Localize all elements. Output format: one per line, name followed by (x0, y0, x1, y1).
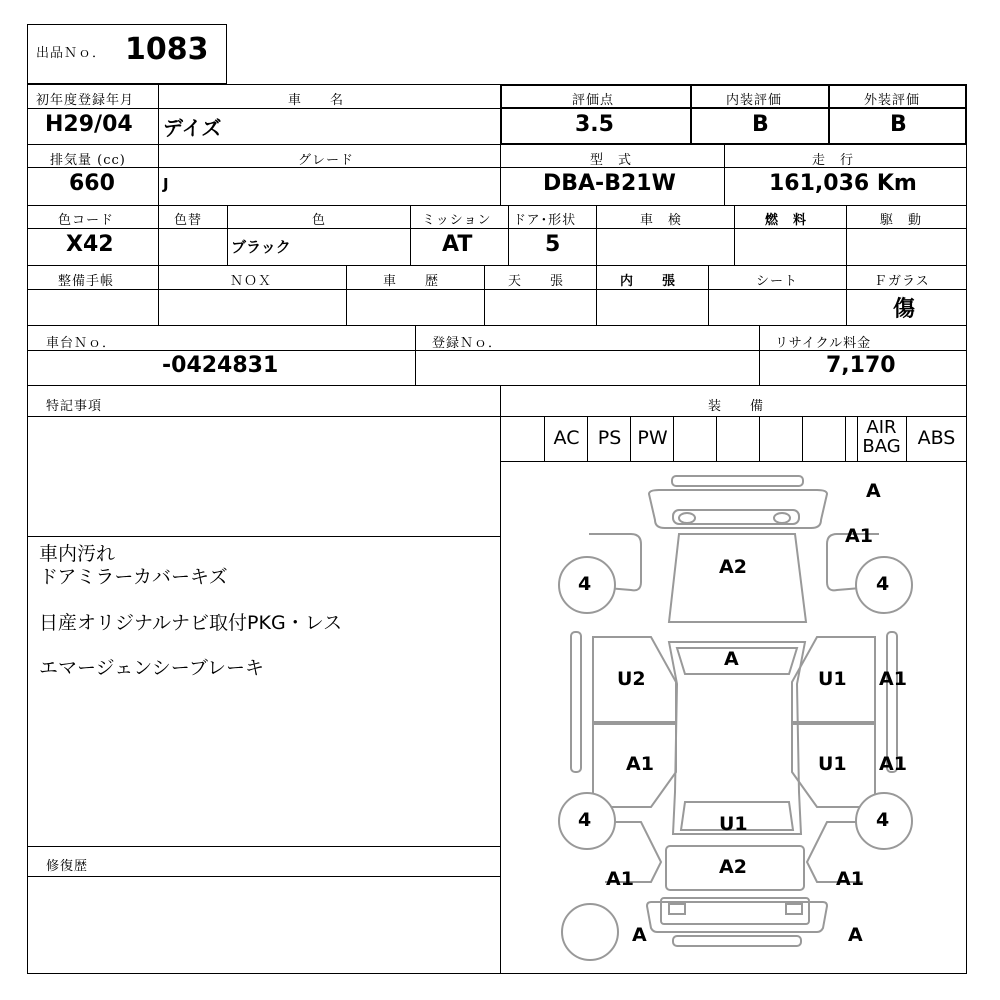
interior-rating-value: B (752, 112, 769, 137)
damage-hood: A2 (719, 556, 747, 578)
car-name-label: 車 名 (288, 93, 345, 108)
damage-left-quarter: A1 (606, 868, 634, 890)
grade-value: J (163, 175, 169, 193)
displacement-value: 660 (69, 171, 115, 196)
damage-front: A (866, 480, 881, 502)
doors-label: ドア･形状 (513, 213, 577, 228)
note-line: 日産オリジナルナビ取付PKG・レス (39, 612, 343, 634)
damage-roof-front: A (724, 648, 739, 670)
lot-number: 1083 (125, 32, 209, 67)
lot-number-label: 出品Ｎｏ． (36, 46, 107, 61)
rear-bumper-outline (647, 902, 827, 932)
sunroof-label: 天 張 (508, 274, 565, 289)
damage-right-front-side: A1 (879, 668, 907, 690)
damage-roof-rear: U1 (719, 813, 748, 835)
recycle-fee-label: リサイクル料金 (775, 336, 872, 351)
mileage-value: 161,036 Km (769, 171, 917, 196)
first-registration-label: 初年度登録年月 (36, 93, 135, 108)
hood-outline (669, 534, 806, 622)
transmission-value: AT (442, 232, 473, 257)
note-line: ドアミラーカバーキズ (39, 566, 228, 588)
equipment-ps: PS (597, 427, 622, 449)
equipment-abs: ABS (917, 427, 956, 449)
registration-number-label: 登録Ｎｏ． (432, 336, 503, 351)
equipment-pw: PW (637, 427, 668, 449)
equipment-airbag: AIR BAG (862, 417, 901, 457)
damage-right-quarter: A1 (836, 868, 864, 890)
front-glass-value: 傷 (893, 297, 916, 322)
repaint-label: 色替 (174, 213, 203, 228)
nox-label: ＮＯＸ (230, 274, 273, 289)
grade-label: グレード (298, 153, 355, 168)
damage-left-rear-door: A1 (626, 753, 654, 775)
service-book-label: 整備手帳 (58, 274, 115, 289)
tire-rating-rear-right: 4 (876, 809, 890, 831)
repair-history-label: 修復歴 (46, 859, 89, 874)
model-label: 型 式 (590, 153, 633, 168)
inspection-label: 車 検 (640, 213, 683, 228)
damage-right-front-door: U1 (818, 668, 847, 690)
color-value: ブラック (231, 238, 291, 256)
roof-outline (669, 642, 805, 834)
color-label: 色 (312, 213, 327, 228)
model-value: DBA-B21W (543, 171, 676, 196)
fuel-label: 燃 料 (765, 213, 808, 228)
tire-rating-front-right: 4 (876, 573, 890, 595)
transmission-label: ミッション (422, 213, 492, 228)
damage-rear-left: A (632, 924, 647, 946)
upholstery-label: 内 張 (620, 274, 677, 289)
color-code-label: 色コード (58, 213, 115, 228)
displacement-label: 排気量 (cc) (50, 153, 126, 168)
car-name-value: デイズ (163, 116, 222, 140)
score-value: 3.5 (575, 112, 614, 137)
exterior-rating-label: 外装評価 (864, 93, 921, 108)
doors-value: 5 (545, 232, 561, 257)
damage-right-rear-door: U1 (818, 753, 847, 775)
chassis-number-value: -0424831 (162, 353, 279, 378)
equipment-label: 装 備 (708, 399, 765, 414)
damage-rear-right: A (848, 924, 863, 946)
seat-label: シート (756, 274, 799, 289)
score-label: 評価点 (572, 93, 615, 108)
damage-front-right-fender: A1 (845, 525, 873, 547)
damage-left-front-door: U2 (617, 668, 646, 690)
notes-label: 特記事項 (46, 399, 103, 414)
tire-rating-front-left: 4 (578, 573, 592, 595)
chassis-number-label: 車台Ｎｏ． (46, 336, 117, 351)
drive-label: 駆 動 (880, 213, 923, 228)
color-code-value: X42 (66, 232, 114, 257)
mileage-label: 走 行 (812, 153, 855, 168)
front-glass-label: Ｆガラス (874, 274, 930, 289)
note-line: エマージェンシーブレーキ (39, 657, 265, 679)
car-damage-diagram (501, 462, 966, 973)
note-line: 車内汚れ (39, 543, 116, 565)
interior-rating-label: 内装評価 (726, 93, 783, 108)
tire-rating-rear-left: 4 (578, 809, 592, 831)
spare-tire-icon (562, 904, 618, 960)
first-registration-value: H29/04 (45, 112, 133, 137)
exterior-rating-value: B (890, 112, 907, 137)
equipment-ac: AC (553, 427, 580, 449)
recycle-fee-value: 7,170 (826, 353, 896, 378)
damage-trunk: A2 (719, 856, 747, 878)
damage-right-rear-side: A1 (879, 753, 907, 775)
front-bumper-outline (672, 476, 803, 486)
car-history-label: 車 歴 (383, 274, 440, 289)
